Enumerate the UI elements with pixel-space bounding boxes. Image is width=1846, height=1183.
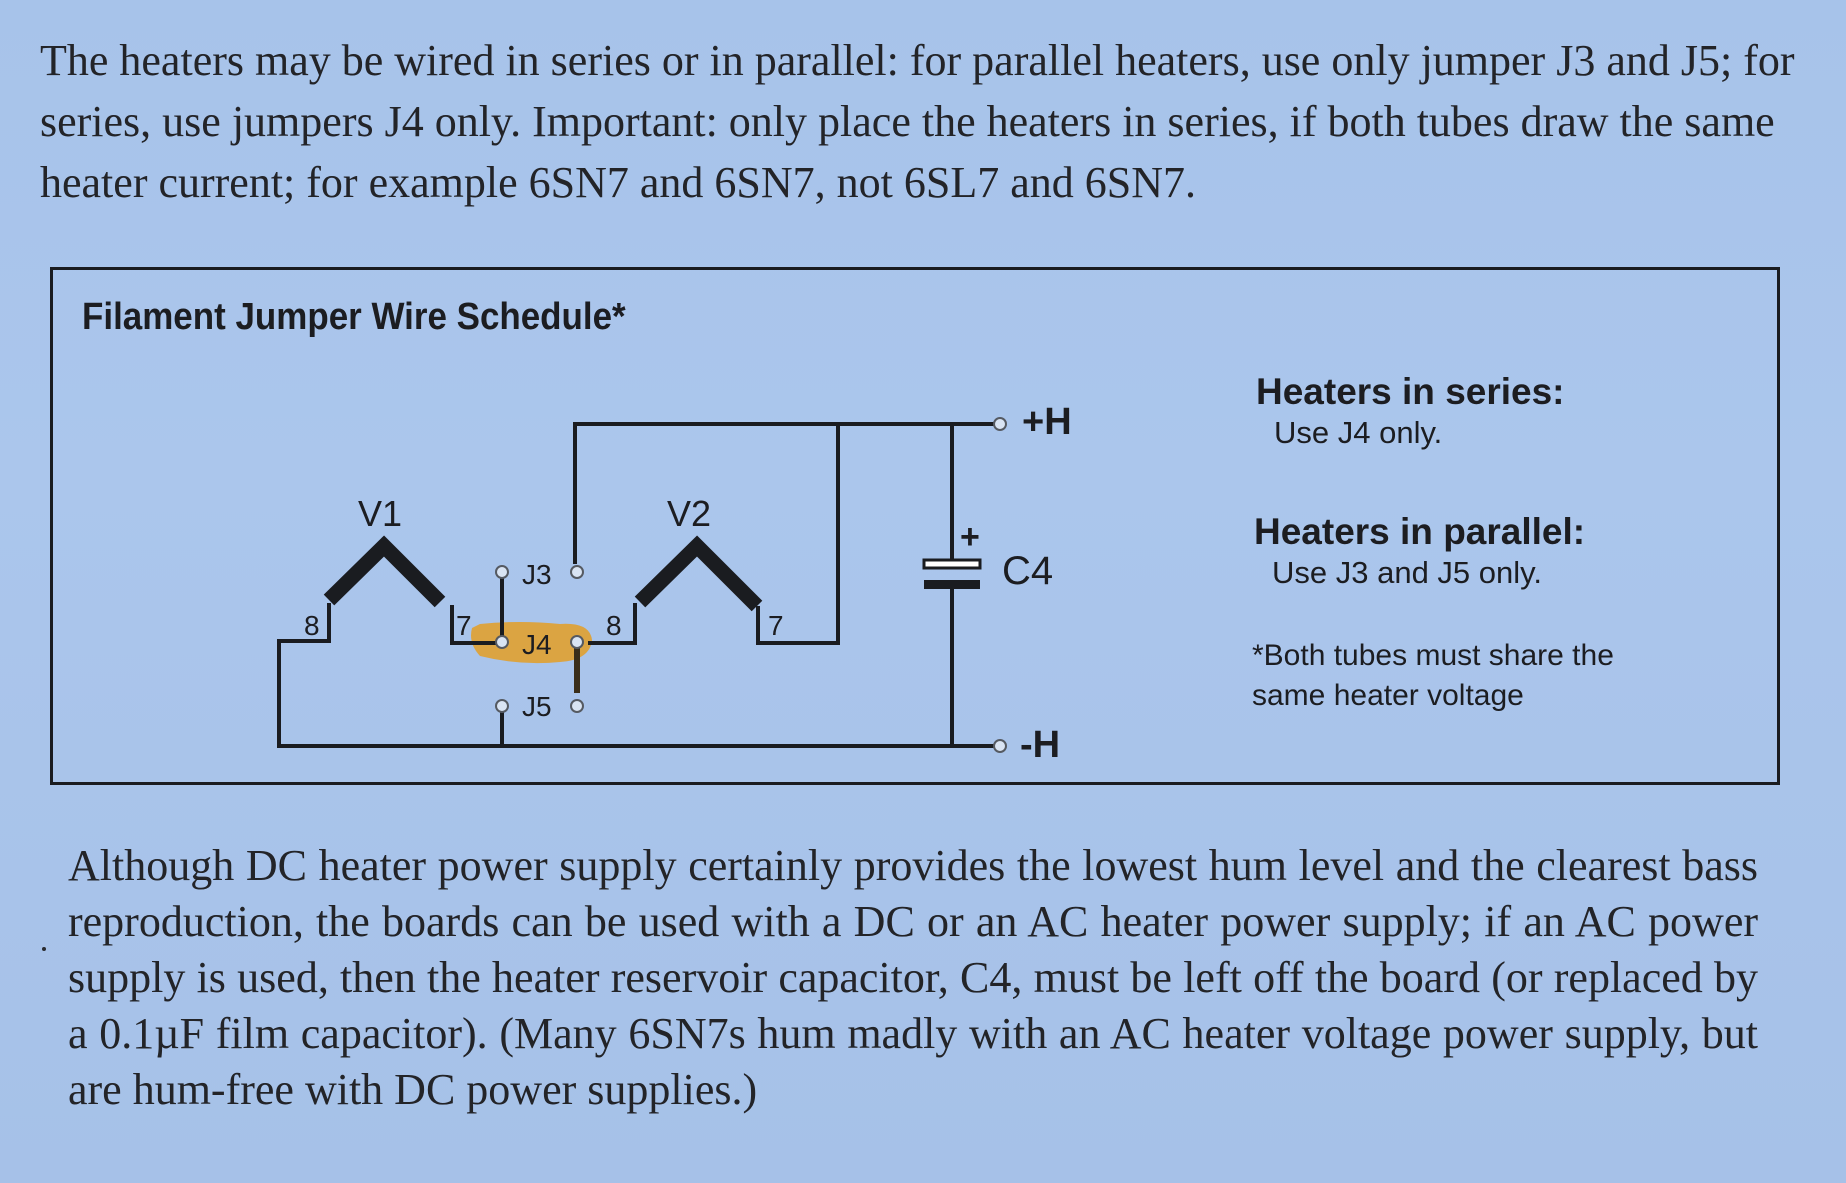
parallel-heading: Heaters in parallel: (1254, 511, 1586, 552)
series-legend (1256, 370, 1565, 452)
minus-h-label: -H (1020, 724, 1061, 766)
v1-label: V1 (358, 493, 403, 534)
c4-plate-bottom (924, 580, 980, 589)
minus-h-terminal (994, 740, 1006, 752)
series-instruction: Use J4 only. (1274, 415, 1443, 450)
v2-label: V2 (667, 493, 712, 534)
intro-paragraph: The heaters may be wired in series or in parallel: for parallel heaters, use only jumper J3 and J5; for series, use jumpers J4 only. Important: only place the heaters in series, if both tubes draw the same heater current; for example 6SN7 and 6SN7, not 6SL7 and 6SN7. (40, 36, 1795, 207)
j3-left-pad (496, 566, 508, 578)
j5-label: J5 (522, 691, 552, 722)
plus-h-wire (575, 424, 995, 562)
j3-label: J3 (522, 559, 552, 590)
footnote-line-1: *Both tubes must share the (1252, 639, 1614, 672)
closing-paragraph: Although DC heater power supply certainly provides the lowest hum level and the clearest bass reproduction, the boards can be used with a DC or an AC heater power supply; if an AC power supply is used, then the heater reservoir capacitor, C4, must be left off the board (or replaced by a 0.1µF film capacitor). (Many 6SN7s hum madly with an AC heater voltage power supply, but are hum-free with DC power supplies.) (68, 841, 1758, 1114)
series-heading: Heaters in series: (1256, 371, 1565, 412)
plus-h-terminal (994, 418, 1006, 430)
j4-left-pad (496, 636, 508, 648)
parallel-instruction: Use J3 and J5 only. (1272, 555, 1542, 590)
v1-pin7-label: 7 (456, 610, 472, 641)
c4-plate-top (924, 560, 980, 568)
v2-pin8-label: 8 (606, 610, 622, 641)
j4-right-pad (571, 636, 583, 648)
j4-label: J4 (522, 629, 552, 660)
v1-heater-symbol (329, 546, 440, 602)
j3-right-pad (571, 566, 583, 578)
schedule-title: Filament Jumper Wire Schedule* (82, 296, 626, 338)
j5-left-pad (496, 700, 508, 712)
footnote-line-2: same heater voltage (1252, 679, 1524, 712)
margin-dot (42, 947, 46, 951)
v2-pin7-label: 7 (768, 610, 784, 641)
parallel-legend (1254, 510, 1585, 592)
plus-h-label: +H (1022, 401, 1072, 443)
j5-right-pad (571, 700, 583, 712)
v1-pin8-label: 8 (304, 610, 320, 641)
v2-heater-symbol (640, 546, 757, 606)
voltage-footnote (1252, 636, 1614, 716)
c4-label: C4 (1002, 549, 1054, 593)
c4-plus-label: + (960, 518, 980, 556)
